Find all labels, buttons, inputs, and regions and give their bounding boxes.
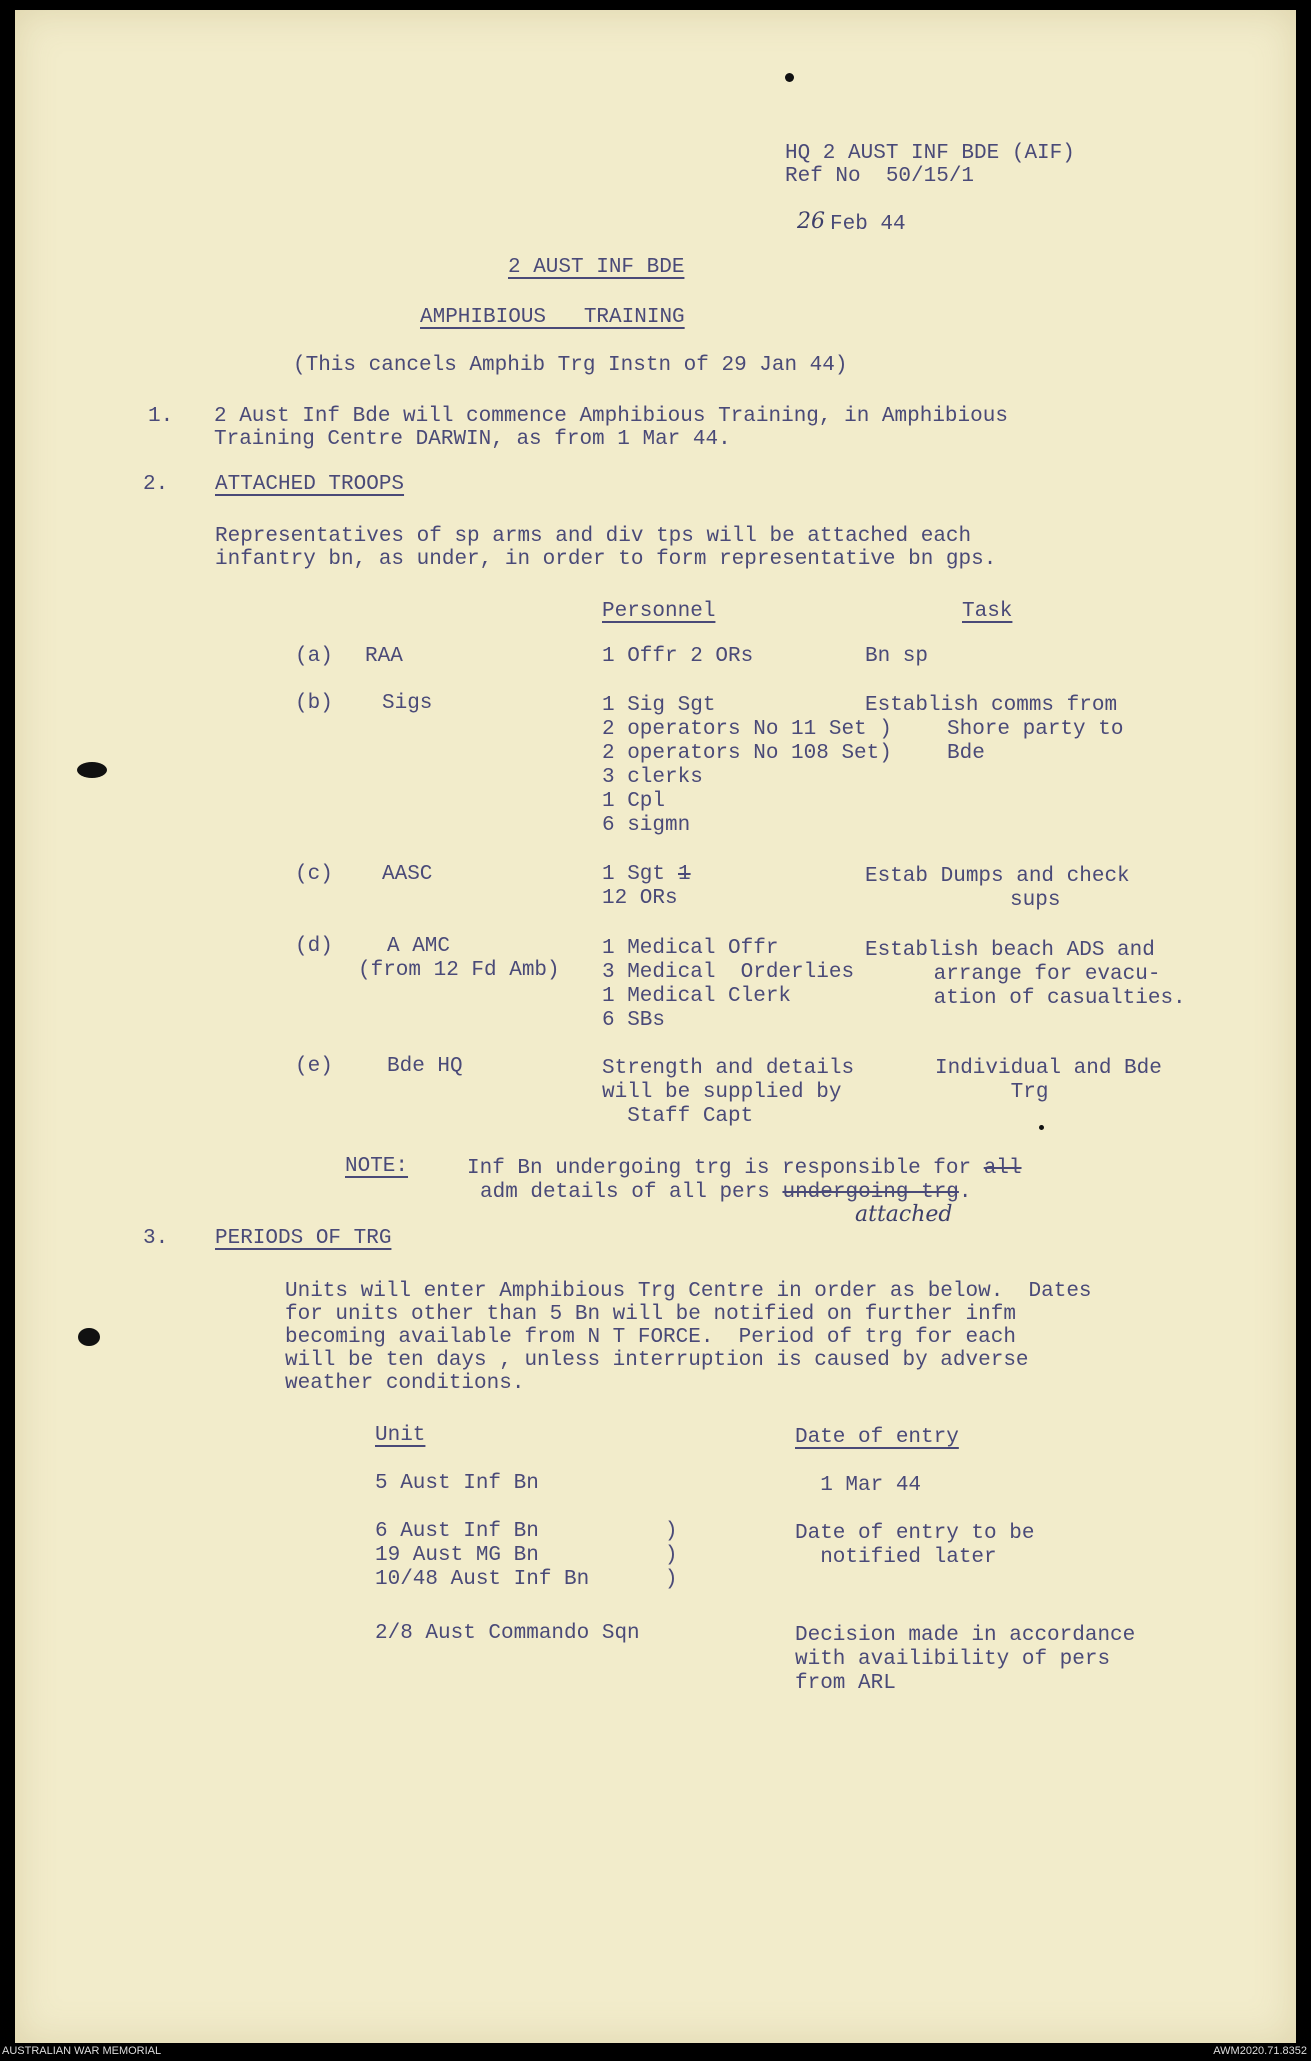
ink-blot xyxy=(77,762,107,778)
note-handwritten-correction: attached xyxy=(855,1202,953,1227)
hq-reference: HQ 2 AUST INF BDE (AIF) xyxy=(785,142,1075,165)
row-personnel: Staff Capt xyxy=(602,1105,754,1128)
footer-accession-number: AWM2020.71.8352 xyxy=(1213,2045,1307,2057)
row-personnel: 6 sigmn xyxy=(602,814,691,837)
para-3-number: 3. xyxy=(143,1227,169,1250)
row-personnel: 2 operators No 11 Set ) xyxy=(602,718,892,741)
row-label: (a) xyxy=(295,645,333,668)
para-2-number: 2. xyxy=(143,473,169,496)
row-task: Bn sp xyxy=(865,645,929,668)
row-personnel: 1 Cpl xyxy=(602,790,666,813)
row-task: Estab Dumps and check xyxy=(865,865,1130,888)
row-unit: RAA xyxy=(365,645,403,668)
note-struck-text: all xyxy=(983,1157,1022,1180)
row-personnel: 6 SBs xyxy=(602,1009,666,1032)
row-label: (c) xyxy=(295,863,333,886)
para-1-number: 1. xyxy=(148,405,174,428)
unit-row: 5 Aust Inf Bn xyxy=(375,1472,539,1495)
note-text: Inf Bn undergoing trg is responsible for xyxy=(467,1157,972,1180)
para-3-line: Units will enter Amphibious Trg Centre in order as below. Dates xyxy=(285,1280,1092,1303)
row-unit: Bde HQ xyxy=(387,1055,463,1078)
column-header-date-of-entry: Date of entry xyxy=(795,1426,959,1449)
row-task: sups xyxy=(947,889,1061,912)
row-unit: (from 12 Fd Amb) xyxy=(358,959,560,982)
row-personnel: 1 Sig Sgt xyxy=(602,694,716,717)
row-personnel: 3 clerks xyxy=(602,766,703,789)
row-label: (d) xyxy=(295,935,333,958)
document-subtitle: AMPHIBIOUS TRAINING xyxy=(420,306,685,329)
row-personnel: 3 Medical Orderlies xyxy=(602,961,855,984)
note-label: NOTE: xyxy=(345,1155,409,1178)
para-3-line: becoming available from N T FORCE. Period of trg for each xyxy=(285,1326,1016,1349)
column-header-personnel: Personnel xyxy=(602,600,716,623)
row-unit: Sigs xyxy=(382,692,433,715)
note-line xyxy=(467,1157,1022,1181)
row-personnel: 1 Sgt xyxy=(602,863,666,886)
unit-row: 10/48 Aust Inf Bn ) xyxy=(375,1568,678,1591)
para-2-heading: ATTACHED TROOPS xyxy=(215,473,405,496)
unit-row: 6 Aust Inf Bn ) xyxy=(375,1520,678,1543)
row-personnel: 1 Medical Clerk xyxy=(602,985,792,1008)
row-task: arrange for evacu- xyxy=(921,963,1161,986)
cancels-note: (This cancels Amphib Trg Instn of 29 Jan 44) xyxy=(293,354,848,377)
column-header-task: Task xyxy=(962,600,1013,623)
row-unit: AASC xyxy=(382,863,433,886)
ink-blot xyxy=(78,1328,100,1346)
row-personnel: will be supplied by xyxy=(602,1081,842,1104)
struck-digit: 1 xyxy=(678,863,691,886)
para-3-line: will be ten days , unless interruption is caused by adverse xyxy=(285,1349,1029,1372)
date-handwritten: 26 xyxy=(797,209,825,234)
row-task: Individual and Bde xyxy=(935,1057,1162,1080)
date-row: with availibility of pers xyxy=(795,1648,1111,1671)
date-row: notified later xyxy=(795,1546,997,1569)
row-label: (e) xyxy=(295,1055,333,1078)
column-header-unit: Unit xyxy=(375,1424,426,1447)
row-personnel: 1 Offr 2 ORs xyxy=(602,645,754,668)
para-2-line: infantry bn, as under, in order to form representative bn gps. xyxy=(215,548,997,571)
note-text: adm details of all pers xyxy=(480,1181,770,1204)
ref-number: Ref No 50/15/1 xyxy=(785,165,975,188)
note-struck-text: undergoing trg xyxy=(782,1181,959,1204)
para-1-line: 2 Aust Inf Bde will commence Amphibious Training, in Amphibious xyxy=(214,405,1008,428)
date-row: Decision made in accordance xyxy=(795,1624,1136,1647)
para-1-line: Training Centre DARWIN, as from 1 Mar 44. xyxy=(214,428,731,451)
para-2-line: Representatives of sp arms and div tps will be attached each xyxy=(215,525,972,548)
unit-row: 2/8 Aust Commando Sqn xyxy=(375,1622,640,1645)
row-personnel: 2 operators No 108 Set) xyxy=(602,742,892,765)
row-unit: A AMC xyxy=(387,935,451,958)
date: Feb 44 xyxy=(830,213,906,236)
row-personnel: 1 Medical Offr xyxy=(602,937,779,960)
row-task: ation of casualties. xyxy=(921,987,1186,1010)
note-text: . xyxy=(958,1181,972,1204)
para-3-heading: PERIODS OF TRG xyxy=(215,1227,392,1250)
row-task: Establish beach ADS and xyxy=(865,939,1155,962)
para-3-line: for units other than 5 Bn will be notified on further infm xyxy=(285,1303,1016,1326)
document-page xyxy=(15,10,1296,2043)
row-task: Shore party to xyxy=(947,718,1124,741)
ink-blot xyxy=(785,73,794,82)
unit-row: 19 Aust MG Bn ) xyxy=(375,1544,678,1567)
document-title: 2 AUST INF BDE xyxy=(508,256,685,279)
date-row: Date of entry to be xyxy=(795,1522,1035,1545)
date-row: 1 Mar 44 xyxy=(795,1474,922,1497)
row-label: (b) xyxy=(295,692,333,715)
footer-credit: AUSTRALIAN WAR MEMORIAL xyxy=(2,2045,162,2057)
row-personnel: 12 ORs xyxy=(602,887,678,910)
row-task: Establish comms from xyxy=(865,694,1118,717)
row-task: Bde xyxy=(947,742,985,765)
row-task: Trg xyxy=(935,1081,1049,1104)
date-row: from ARL xyxy=(795,1672,896,1695)
ink-dot xyxy=(1039,1125,1044,1130)
row-personnel: Strength and details xyxy=(602,1057,855,1080)
para-3-line: weather conditions. xyxy=(285,1372,525,1395)
